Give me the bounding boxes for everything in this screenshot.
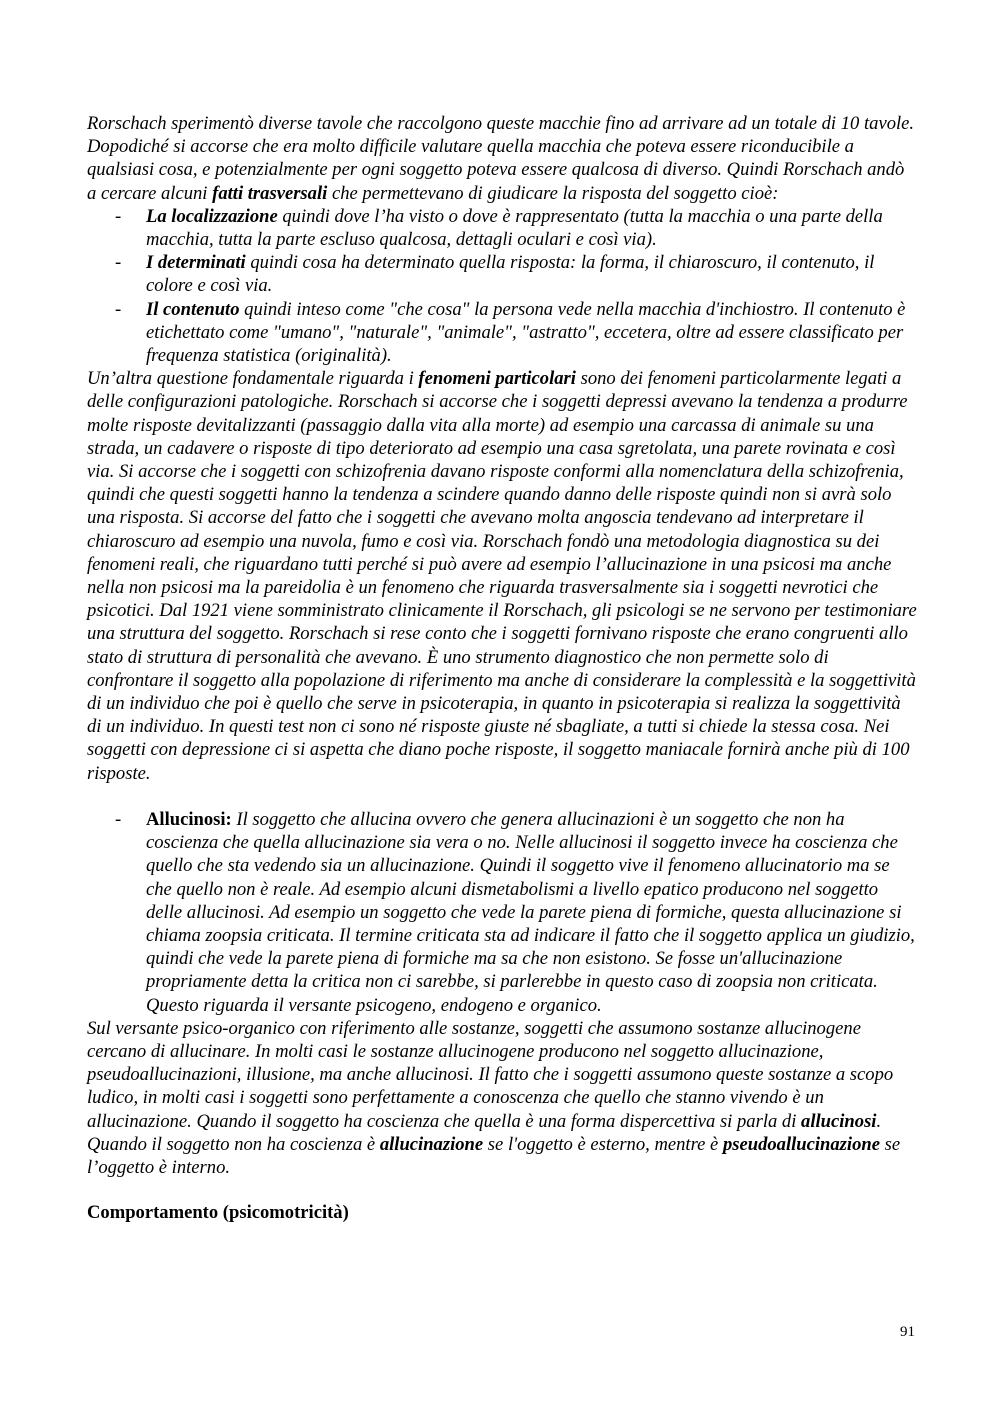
bold-term: fatti trasversali [212, 182, 328, 204]
paragraph-sostanze: Sul versante psico-organico con riferimento alle sostanze, soggetti che assumono sostanze allucinogene cercano di allucinare. In molti casi le sostanze allucinogene producono nel soggetto allucinazione, pseudoallucinazioni, illusione, ma anche allucinosi. Il fatto che i soggetti assumono queste sostanze a scopo ludico, in molti casi i soggetti sono perfettamente a conoscenza che quello che stanno vivendo è un allucinazione. Quando il soggetto ha coscienza che quella è una forma dispercettiva si parla di allucinosi. Quando il soggetto non ha coscienza è allucinazione se l'oggetto è esterno, mentre è pseudoallucinazione se l’oggetto è interno. [87, 1017, 901, 1178]
section-heading: Comportamento (psicomotricità) [87, 1202, 349, 1224]
bold-term: Allucinosi: [146, 808, 232, 830]
criteria-list [87, 205, 917, 367]
bold-term: La localizzazione [146, 205, 278, 227]
bold-term: allucinazione [379, 1133, 484, 1155]
allucinosi-list [87, 808, 917, 1017]
list-item: - Il contenuto quindi inteso come "che cosa" la persona vede nella macchia d'inchiostro. Il contenuto è etichettato come "umano", "naturale", "animale", "astratto", eccetera, oltre ad essere classificato per frequenza statistica (originalità). [115, 298, 906, 367]
list-item: - Allucinosi: Il soggetto che allucina ovvero che genera allucinazioni è un soggetto che non ha coscienza che quella allucinazione sia vera o no. Nelle allucinosi il soggetto invece ha coscienza che quello che sta vedendo sia un allucinazione. Quindi il soggetto vive il fenomeno allucinatorio ma se che quello non è reale. Ad esempio alcuni dismetabolismi a livello epatico producono nel soggetto delle allucinosi. Ad esempio un soggetto che vede la parete piena di formiche, questa allucinazione si chiama zoopsia criticata. Il termine criticata sta ad indicare il fatto che il soggetto applica un giudizio, quindi che vede la parete piena di formiche ma sa che non esistono. Se fosse un'allucinazione propriamente detta la critica non ci sarebbe, si parlerebbe in questo caso di zoopsia non criticata. Questo riguarda il versante psicogeno, endogeno e organico. [115, 808, 915, 1016]
bold-term: fenomeni particolari [418, 368, 576, 390]
page-content [87, 112, 917, 1224]
bold-term: allucinosi [801, 1110, 877, 1132]
bold-term: pseudoallucinazione [722, 1133, 880, 1155]
bold-term: Il contenuto [146, 298, 240, 320]
list-item: - La localizzazione quindi dove l’ha visto o dove è rappresentato (tutta la macchia o una parte della macchia, tutta la parte escluso qualcosa, dettagli oculari e così via). [115, 205, 883, 251]
paragraph-fenomeni: Un’altra questione fondamentale riguarda i fenomeni particolari sono dei fenomeni particolarmente legati a delle configurazioni patologiche. Rorschach si accorse che i soggetti depressi avevano la tendenza a produrre molte risposte devitalizzanti (passaggio dalla vita alla morte) ad esempio una carcassa di animale su una strada, un cadavere o risposte di tipo deteriorato ad esempio una casa sgretolata, una parete rovinata e così via. Si accorse che i soggetti con schizofrenia davano risposte conformi alla nomenclatura della schizofrenia, quindi che questi soggetti hanno la tendenza a scindere quando danno delle risposte quindi non si avrà solo una risposta. Si accorse del fatto che i soggetti che avevano molta angoscia tendevano ad interpretare il chiaroscuro ad esempio una nuvola, fumo e così via. Rorschach fondò una metodologia diagnostica su dei fenomeni reali, che riguardano tutti perché si può avere ad esempio l’allucinazione in una psicosi ma anche nella non psicosi ma la pareidolia è un fenomeno che riguarda trasversalmente sia i soggetti nevrotici che psicotici. Dal 1921 viene somministrato clinicamente il Rorschach, gli psicologi se ne servono per testimoniare una struttura del soggetto. Rorschach si rese conto che i soggetti fornivano risposte che erano congruenti allo stato di struttura di personalità che avevano. È uno strumento diagnostico che non permette solo di confrontare il soggetto alla popolazione di riferimento ma anche di considerare la complessità e la soggettività di un individuo che poi è quello che serve in psicoterapia, in quanto in psicoterapia si realizza la soggettività di un individuo. In questi test non ci sono né risposte giuste né sbagliate, a tutti si chiede la stessa cosa. Nei soggetti con depressione ci si aspetta che diano poche risposte, il soggetto maniacale fornirà anche più di 100 risposte. [87, 368, 917, 784]
page-number: 91 [900, 1324, 915, 1340]
paragraph-intro: Rorschach sperimentò diverse tavole che raccolgono queste macchie fino ad arrivare ad un totale di 10 tavole. Dopodiché si accorse che era molto difficile valutare quella macchia che poteva essere riconducibile a qualsiasi cosa, e potenzialmente per ogni soggetto poteva essere qualcosa di diverso. Quindi Rorschach andò a cercare alcuni fatti trasversali che permettevano di giudicare la risposta del soggetto cioè: [87, 113, 915, 204]
list-item: - I determinati quindi cosa ha determinato quella risposta: la forma, il chiaroscuro, il contenuto, il colore e così via. [115, 252, 875, 297]
bold-term: I determinati [146, 252, 246, 274]
